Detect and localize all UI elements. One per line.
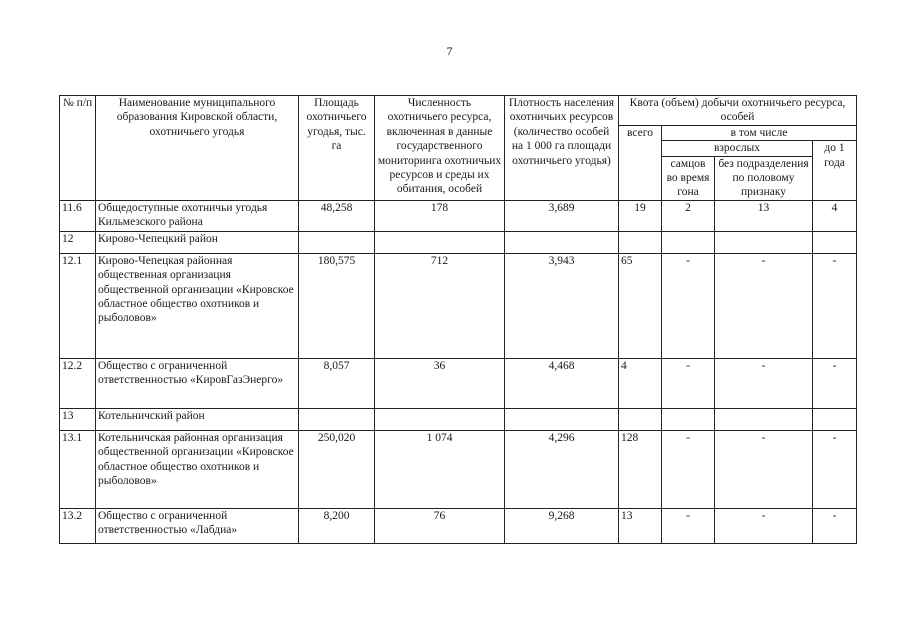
table-row xyxy=(60,508,857,543)
cell-area: 180,575 xyxy=(299,253,375,358)
cell-name: Общедоступные охотничьи угодья Кильмезского района xyxy=(96,200,299,231)
cell-area: 8,057 xyxy=(299,358,375,408)
cell-under1: - xyxy=(813,358,857,408)
cell-males: 2 xyxy=(662,200,715,231)
header-count: Численность охотничьего ресурса, включенная в данные государственного мониторинга охотничьих ресурсов и среды их обитания, особей xyxy=(375,96,505,201)
cell-males: - xyxy=(662,358,715,408)
cell-density: 9,268 xyxy=(505,508,619,543)
cell-total: 19 xyxy=(619,200,662,231)
cell-density: 4,468 xyxy=(505,358,619,408)
header-no-sex: без подразделения по половому признаку xyxy=(715,156,813,200)
cell-under1 xyxy=(813,231,857,253)
cell-males: - xyxy=(662,430,715,508)
header-total: всего xyxy=(619,125,662,200)
quota-table xyxy=(59,95,857,544)
table-row xyxy=(60,358,857,408)
cell-total: 4 xyxy=(619,358,662,408)
cell-total xyxy=(619,408,662,430)
page-number: 7 xyxy=(446,44,453,58)
table-row xyxy=(60,408,857,430)
header-name: Наименование муниципального образования Кировской области, охотничьего угодья xyxy=(96,96,299,201)
cell-males: - xyxy=(662,253,715,358)
cell-num: 13 xyxy=(60,408,96,430)
cell-num: 12.2 xyxy=(60,358,96,408)
cell-nosex xyxy=(715,408,813,430)
cell-density: 3,689 xyxy=(505,200,619,231)
table-row xyxy=(60,200,857,231)
header-num: № п/п xyxy=(60,96,96,201)
cell-name: Кирово-Чепецкая районная общественная организация общественной организации «Кировское областное общество охотников и рыболовов» xyxy=(96,253,299,358)
cell-total xyxy=(619,231,662,253)
cell-density: 3,943 xyxy=(505,253,619,358)
cell-under1: - xyxy=(813,253,857,358)
cell-under1 xyxy=(813,408,857,430)
cell-area xyxy=(299,408,375,430)
cell-density xyxy=(505,408,619,430)
table-row xyxy=(60,231,857,253)
header-under1: до 1 года xyxy=(813,141,857,201)
cell-under1: - xyxy=(813,430,857,508)
cell-count xyxy=(375,408,505,430)
table-row xyxy=(60,430,857,508)
cell-area: 250,020 xyxy=(299,430,375,508)
cell-count: 712 xyxy=(375,253,505,358)
cell-males xyxy=(662,408,715,430)
cell-total: 128 xyxy=(619,430,662,508)
cell-total: 65 xyxy=(619,253,662,358)
cell-name: Общество с ограниченной ответственностью «Лабдиа» xyxy=(96,508,299,543)
cell-name: Общество с ограниченной ответственностью «КировГазЭнерго» xyxy=(96,358,299,408)
cell-total: 13 xyxy=(619,508,662,543)
cell-count: 178 xyxy=(375,200,505,231)
cell-num: 12 xyxy=(60,231,96,253)
cell-name: Котельничская районная организация общественной организации «Кировское областное общество охотников и рыболовов» xyxy=(96,430,299,508)
cell-nosex: - xyxy=(715,508,813,543)
cell-area xyxy=(299,231,375,253)
header-area: Площадь охотничьего угодья, тыс. га xyxy=(299,96,375,201)
header-quota: Квота (объем) добычи охотничьего ресурса, особей xyxy=(619,96,857,126)
cell-area: 8,200 xyxy=(299,508,375,543)
cell-count xyxy=(375,231,505,253)
cell-males: - xyxy=(662,508,715,543)
cell-under1: 4 xyxy=(813,200,857,231)
cell-count: 76 xyxy=(375,508,505,543)
header-row-1 xyxy=(60,96,857,126)
cell-num: 11.6 xyxy=(60,200,96,231)
cell-name: Котельничский район xyxy=(96,408,299,430)
header-density: Плотность населения охотничьих ресурсов (количество особей на 1 000 га площади охотничьего угодья) xyxy=(505,96,619,201)
cell-nosex: - xyxy=(715,358,813,408)
cell-density xyxy=(505,231,619,253)
table-row xyxy=(60,253,857,358)
cell-males xyxy=(662,231,715,253)
cell-under1: - xyxy=(813,508,857,543)
cell-density: 4,296 xyxy=(505,430,619,508)
cell-num: 13.1 xyxy=(60,430,96,508)
header-males-rut: самцов во время гона xyxy=(662,156,715,200)
cell-nosex: - xyxy=(715,253,813,358)
cell-area: 48,258 xyxy=(299,200,375,231)
cell-nosex: 13 xyxy=(715,200,813,231)
header-adults: взрослых xyxy=(662,141,813,156)
cell-count: 36 xyxy=(375,358,505,408)
cell-count: 1 074 xyxy=(375,430,505,508)
cell-name: Кирово-Чепецкий район xyxy=(96,231,299,253)
cell-num: 13.2 xyxy=(60,508,96,543)
header-including: в том числе xyxy=(662,125,857,140)
cell-num: 12.1 xyxy=(60,253,96,358)
cell-nosex: - xyxy=(715,430,813,508)
cell-nosex xyxy=(715,231,813,253)
